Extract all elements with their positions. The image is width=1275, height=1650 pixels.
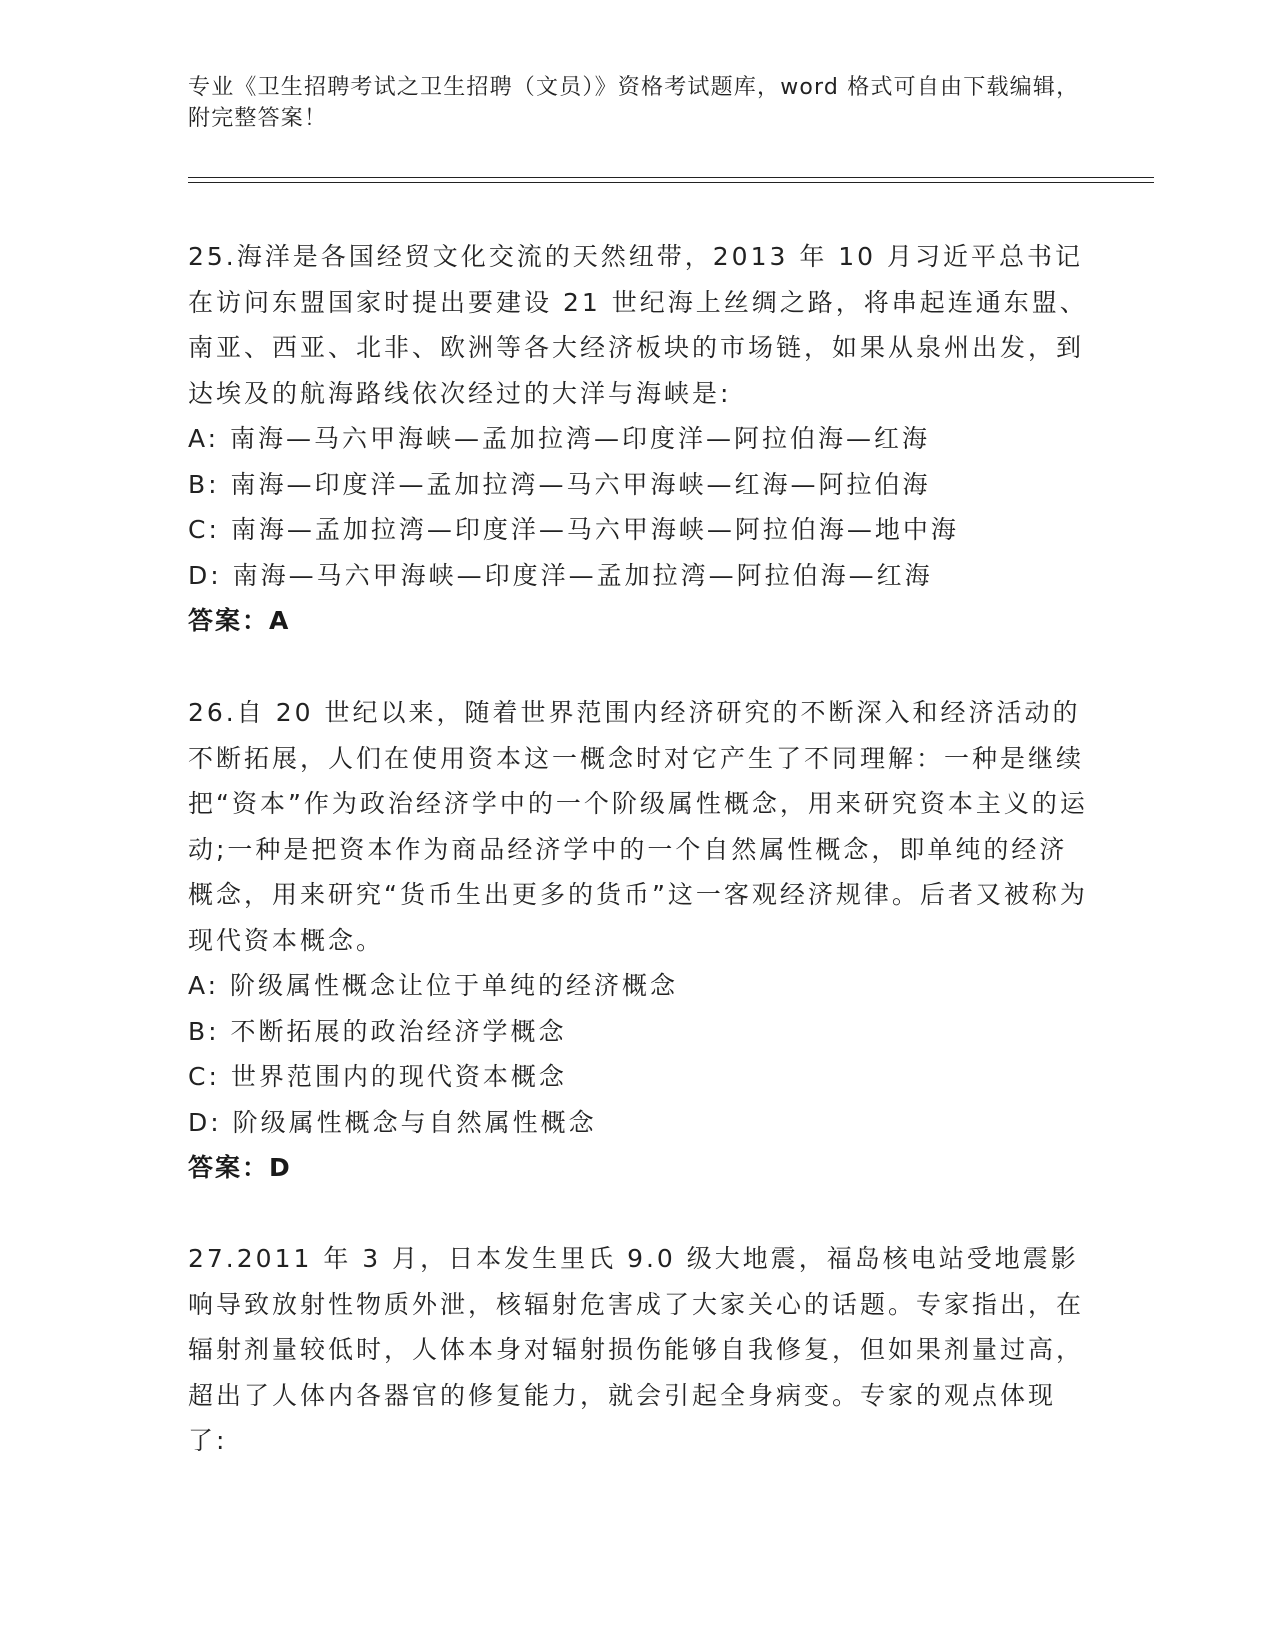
header-divider-top — [188, 177, 1154, 178]
option-a: A: 南海—马六甲海峡—孟加拉湾—印度洋—阿拉伯海—红海 — [188, 424, 931, 453]
document-header: 专业《卫生招聘考试之卫生招聘（文员）》资格考试题库，word 格式可自由下载编辑，附完整答案！ — [188, 75, 1080, 131]
question-stem: 25.海洋是各国经贸文化交流的天然纽带，2013 年 10 月习近平总书记在访问东盟国家时提出要建设 21 世纪海上丝绸之路，将串起连通东盟、南亚、西亚、北非、欧洲等各大经济板块的市场链，如果从泉州出发，到达埃及的航海路线依次经过的大洋与海峡是: — [188, 242, 1088, 408]
option-a: A: 阶级属性概念让位于单纯的经济概念 — [188, 971, 679, 1000]
option-b: B: 南海—印度洋—孟加拉湾—马六甲海峡—红海—阿拉伯海 — [188, 469, 931, 499]
question-stem: 27.2011 年 3 月，日本发生里氏 9.0 级大地震，福岛核电站受地震影响导致放射性物质外泄，核辐射危害成了大家关心的话题。专家指出，在辐射剂量较低时，人体本身对辐射损伤能够自我修复，但如果剂量过高，超出了人体内各器官的修复能力，就会引起全身病变。专家的观点体现了: — [188, 1244, 1085, 1455]
answer-label: 答案：D — [188, 1153, 292, 1182]
option-c: C: 南海—孟加拉湾—印度洋—马六甲海峡—阿拉伯海—地中海 — [188, 515, 959, 544]
option-d: D: 南海—马六甲海峡—印度洋—孟加拉湾—阿拉伯海—红海 — [188, 560, 933, 590]
question-stem: 26.自 20 世纪以来，随着世界范围内经济研究的不断深入和经济活动的不断拓展，人们在使用资本这一概念时对它产生了不同理解：一种是继续把“资本”作为政治经济学中的一个阶级属性概念，用来研究资本主义的运动;一种是把资本作为商品经济学中的一个自然属性概念，即单纯的经济概念，用来研究“货币生出更多的货币”这一客观经济规律。后者又被称为现代资本概念。 — [188, 698, 1088, 955]
answer-label: 答案：A — [188, 606, 291, 635]
question-26 — [188, 690, 1088, 1191]
header-divider-bottom — [188, 182, 1154, 183]
option-b: B: 不断拓展的政治经济学概念 — [188, 1016, 567, 1046]
question-27 — [188, 1236, 1088, 1464]
question-25 — [188, 234, 1088, 644]
option-c: C: 世界范围内的现代资本概念 — [188, 1062, 567, 1091]
option-d: D: 阶级属性概念与自然属性概念 — [188, 1107, 597, 1137]
